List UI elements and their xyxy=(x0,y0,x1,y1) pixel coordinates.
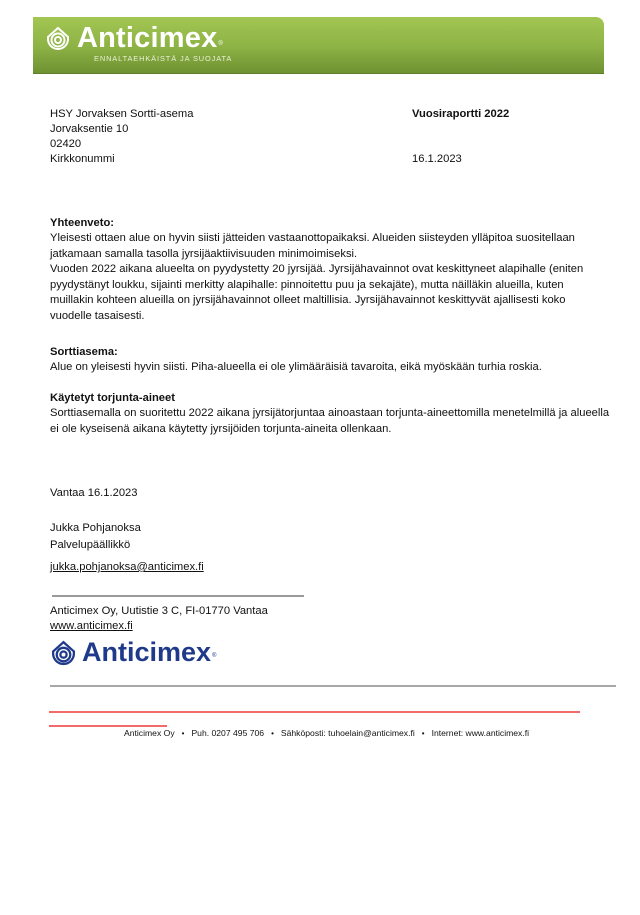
company-divider xyxy=(52,595,304,597)
footer-contact-line xyxy=(124,728,529,738)
footer-red-rule-short xyxy=(49,725,167,727)
footer-company: Anticimex Oy xyxy=(124,728,175,738)
sorttiasema-paragraph: Alue on yleisesti hyvin siisti. Piha-alueella ei ole ylimääräisiä tavaroita, eikä myöskään turhia roskia. xyxy=(50,361,542,373)
banner-logo xyxy=(45,21,223,55)
recipient-name: HSY Jorvaksen Sortti-asema xyxy=(50,108,194,120)
signature-title: Palvelupäällikkö xyxy=(50,539,131,551)
summary-paragraph-1: Yleisesti ottaen alue on hyvin siisti jätteiden vastaanottopaikaksi. Alueiden siisteyden ylläpitoa suositellaan jatkamaan samalla tasolla jyrsijäaktiivisuuden minimoimiseksi. xyxy=(50,232,575,260)
registered-mark: ® xyxy=(212,653,217,659)
footer-phone: Puh. 0207 495 706 xyxy=(191,728,265,738)
banner-tagline: ENNALTAEHKÄISTÄ JA SUOJATA xyxy=(94,54,233,63)
recipient-street: Jorvaksentie 10 xyxy=(50,123,129,135)
report-title: Vuosiraportti 2022 xyxy=(412,108,510,120)
footer-separator: • xyxy=(181,729,185,738)
signature-email-link[interactable]: jukka.pohjanoksa@anticimex.fi xyxy=(50,561,204,573)
report-date: 16.1.2023 xyxy=(412,153,462,165)
recipient-city: Kirkkonummi xyxy=(50,153,115,165)
registered-mark: ® xyxy=(218,41,223,47)
company-address: Anticimex Oy, Uutistie 3 C, FI-01770 Vantaa xyxy=(50,605,268,617)
summary-paragraph-2: Vuoden 2022 aikana alueelta on pyydystetty 20 jyrsijää. Jyrsijähavainnot ovat keskittyneet alapihalle (eniten pyydystänyt loukku, sijainti merkitty alapihalle: pinnoitettu puu ja sekajäte), mutta näilläkin alueilla, kuten muillakin kohteen alueilla on jyrsijähavainnot olleet maltillisia. Jyrsijähavainnot keskittyvät ajallisesti koko vuodelle tasaisesti. xyxy=(50,263,584,322)
footer-separator: • xyxy=(271,729,274,738)
company-website-link[interactable]: www.anticimex.fi xyxy=(50,620,133,632)
section-heading-pesticides: Käytetyt torjunta-aineet xyxy=(50,392,175,404)
section-heading-summary: Yhteenveto: xyxy=(50,217,115,229)
signature-name: Jukka Pohjanoksa xyxy=(50,522,141,534)
footer-email: Sähköposti: tuhoelain@anticimex.fi xyxy=(280,728,415,738)
recipient-postal-code: 02420 xyxy=(50,138,82,150)
footer-separator: • xyxy=(421,729,425,738)
company-logo xyxy=(50,637,216,667)
header-banner xyxy=(33,17,604,73)
section-heading-sorttiasema: Sorttiasema: xyxy=(50,346,118,358)
signature-place-date: Vantaa 16.1.2023 xyxy=(50,487,138,499)
company-logo-text: Anticimex xyxy=(82,637,212,667)
footer-internet: Internet: www.anticimex.fi xyxy=(431,728,530,738)
anticimex-logo-icon xyxy=(50,639,77,666)
banner-brand-name: Anticimex xyxy=(77,22,218,54)
footer-red-rule xyxy=(49,711,580,713)
anticimex-logo-icon xyxy=(45,25,71,51)
footer-divider xyxy=(50,685,616,687)
pesticides-paragraph: Sorttiasemalla on suoritettu 2022 aikana jyrsijätorjuntaa ainoastaan torjunta-aineettomilla menetelmillä ja alueella ei ole kyseisenä aikana käytetty jyrsijöiden torjunta-aineita ollenkaan. xyxy=(50,407,610,435)
